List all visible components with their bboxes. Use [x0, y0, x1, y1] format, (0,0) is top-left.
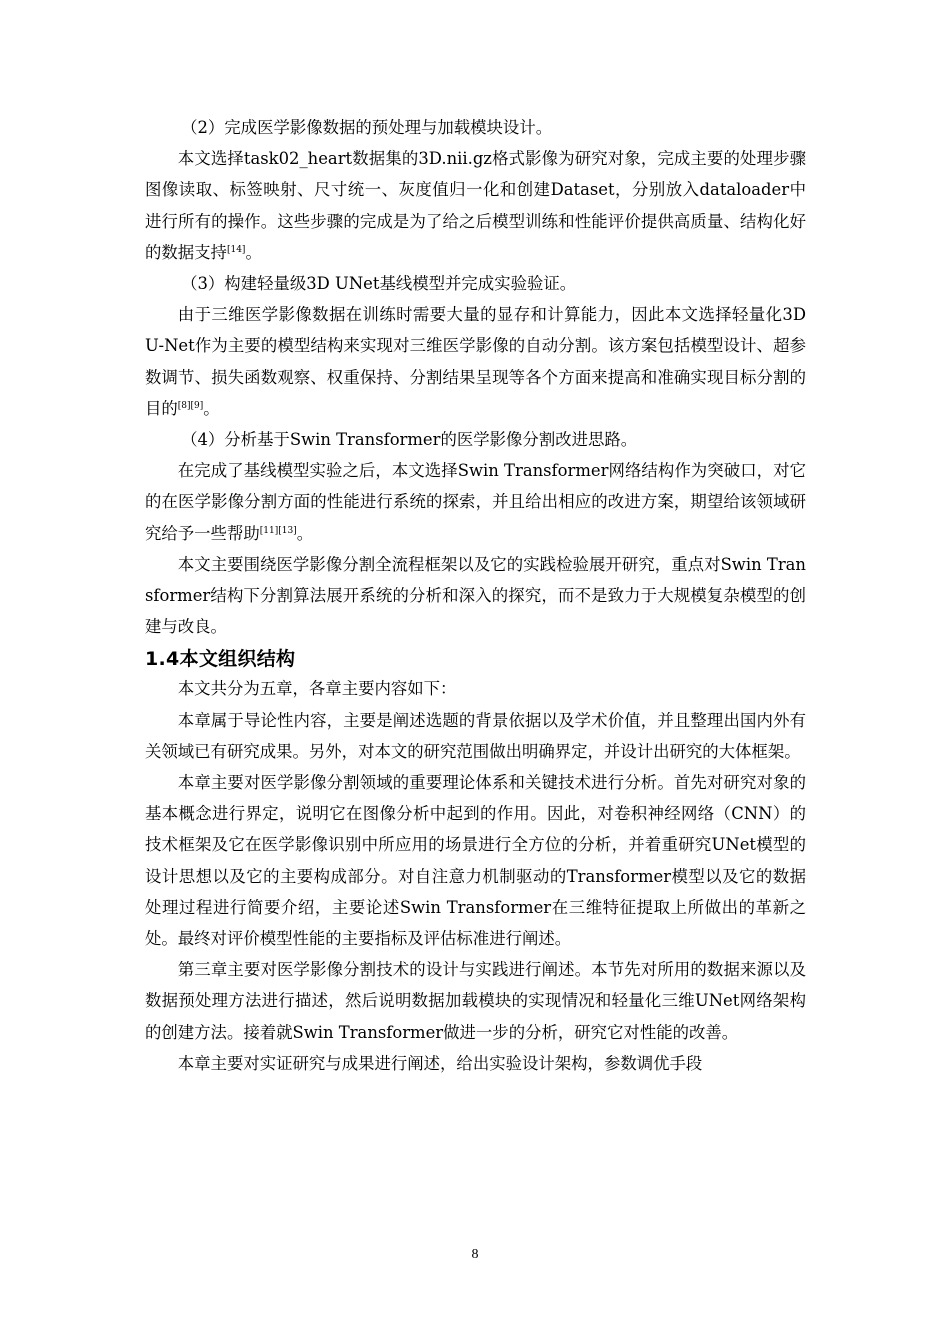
list-item-2: （2）完成医学影像数据的预处理与加载模块设计。 [181, 118, 553, 137]
citation: [14] [226, 244, 246, 255]
paragraph-dataset: 本文选择task02_heart数据集的3D.nii.gz格式影像为研究对象，完成主要的处理步骤图像读取、标签映射、尺寸统一、灰度值归一化和创建Dataset，分别放入dataloader中进行所有的操作。这些步骤的完成是为了给之后模型训练和性能评价提供高质量、结构化好的数据支持[14]。 [145, 149, 806, 262]
paragraph-unet: 由于三维医学影像数据在训练时需要大量的显存和计算能力，因此本文选择轻量化3D U-Net作为主要的模型结构来实现对三维医学影像的自动分割。该方案包括模型设计、超参数调节、损失函数观察、权重保持、分割结果呈现等各个方面来提高和准确实现目标分割的目的[8][9]。 [145, 305, 806, 418]
document-body [145, 112, 806, 1079]
paragraph-scope: 本文主要围绕医学影像分割全流程框架以及它的实践检验展开研究，重点对Swin Transformer结构下分割算法展开系统的分析和深入的探究，而不是致力于大规模复杂模型的创建与改良。 [145, 554, 806, 637]
list-item-4: （4）分析基于Swin Transformer的医学影像分割改进思路。 [181, 430, 638, 450]
page-number: 8 [471, 1247, 479, 1262]
paragraph-swin: 在完成了基线模型实验之后，本文选择Swin Transformer网络结构作为突破口，对它的在医学影像分割方面的性能进行系统的探索，并且给出相应的改进方案，期望给该领域研究给予一些帮助[11][13]。 [145, 461, 806, 543]
paragraph-chapter-2: 本章主要对医学影像分割领域的重要理论体系和关键技术进行分析。首先对研究对象的基本概念进行界定，说明它在图像分析中起到的作用。因此，对卷积神经网络（CNN）的技术框架及它在医学影像识别中所应用的场景进行全方位的分析，并着重研究UNet模型的设计思想以及它的主要构成部分。对自注意力机制驱动的Transformer模型以及它的数据处理过程进行简要介绍，主要论述Swin Transformer在三维特征提取上所做出的革新之处。最终对评价模型性能的主要指标及评估标准进行阐述。 [145, 773, 806, 949]
citation: [8][9] [177, 400, 204, 411]
list-item-3: （3）构建轻量级3D UNet基线模型并完成实验验证。 [181, 274, 577, 294]
paragraph-chapter-1: 本章属于导论性内容，主要是阐述选题的背景依据以及学术价值，并且整理出国内外有关领域已有研究成果。另外，对本文的研究范围做出明确界定，并设计出研究的大体框架。 [145, 710, 806, 761]
paragraph-chapter-3: 第三章主要对医学影像分割技术的设计与实践进行阐述。本节先对所用的数据来源以及数据预处理方法进行描述，然后说明数据加载模块的实现情况和轻量化三维UNet网络架构的创建方法。接着就Swin Transformer做进一步的分析，研究它对性能的改善。 [145, 960, 806, 1042]
section-heading: 1.4本文组织结构 [145, 648, 296, 671]
paragraph-chapters-intro: 本文共分为五章，各章主要内容如下： [177, 679, 457, 699]
paragraph-chapter-4: 本章主要对实证研究与成果进行阐述，给出实验设计架构，参数调优手段 [177, 1053, 703, 1073]
citation: [11][13] [259, 525, 297, 536]
